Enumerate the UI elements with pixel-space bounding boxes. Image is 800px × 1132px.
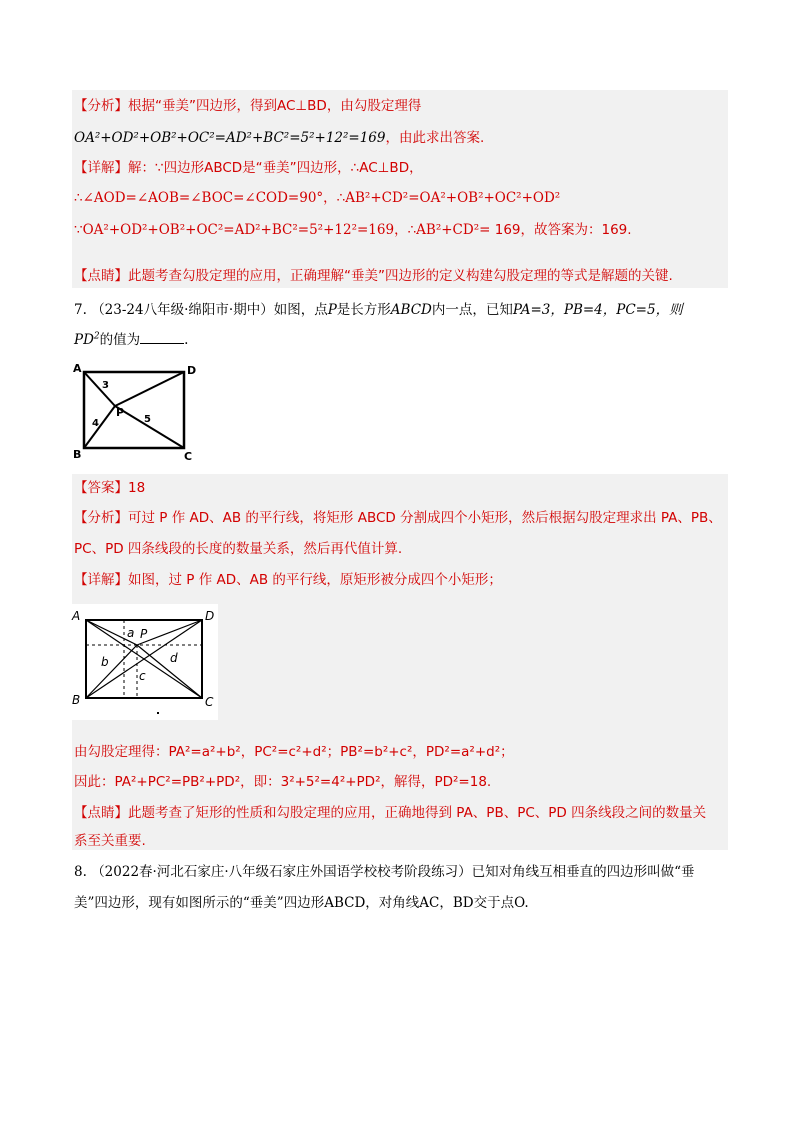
- fig1-label-p: P: [116, 406, 125, 419]
- q7-analysis-line2: [74, 539, 402, 559]
- analysis-equation: OA²+OD²+OB²+OC²=AD²+BC²=5²+12²=169: [74, 130, 386, 146]
- therefore-text: 因此：PA²+PC²=PB²+PD²，即：3²+5²=4²+PD²，解得，PD²=18.: [74, 774, 492, 790]
- q7-end: .: [184, 332, 189, 348]
- detail-text: 解：∵四边形ABCD是“垂美”四边形，∴AC⊥BD，: [128, 160, 423, 176]
- sum-therefore: ，∴AB²+CD²=: [394, 222, 491, 238]
- figure-rectangle-abcd: [72, 362, 202, 462]
- q7-pythagoras-line: [74, 742, 514, 762]
- fig2-label-b: B: [72, 693, 81, 707]
- q6-angle-line: [74, 188, 560, 208]
- figure-divided-rectangle: [70, 604, 218, 720]
- detail-text: 如图，过 P 作 AD、AB 的平行线，原矩形被分成四个小矩形；: [128, 572, 502, 588]
- q7-line2-text: 的值为: [99, 332, 141, 348]
- answer-value: 18: [128, 480, 146, 496]
- fig1-label-4: 4: [92, 418, 99, 429]
- comment-tag: 【点睛】: [74, 805, 128, 821]
- q8-text-2: 美”四边形，现有如图所示的“垂美”四边形ABCD，对角线AC，BD交于点O.: [74, 895, 529, 911]
- fig1-label-b: B: [73, 448, 82, 461]
- fig2-label-b-small: b: [101, 655, 109, 669]
- q7-comment-line1: [74, 803, 706, 823]
- fig1-label-c: C: [184, 450, 193, 462]
- angle-equation: ∴∠AOD=∠AOB=∠BOC=∠COD=90°，∴AB²+CD²=OA²+OB²+OC²+OD²: [74, 190, 561, 206]
- q6-analysis-equation-line: [74, 128, 484, 148]
- answer-blank: [140, 330, 184, 344]
- fig2-label-a: A: [72, 609, 81, 623]
- q7-conditions: PA=3，PB=4，PC=5，则: [512, 302, 683, 318]
- analysis-text-2: PC、PD 四条线段的长度的数量关系，然后再代值计算.: [74, 541, 403, 557]
- analysis-end: ，由此求出答案.: [385, 130, 485, 146]
- comment-tag: 【点睛】: [74, 268, 128, 284]
- fig2-label-p: P: [140, 627, 148, 641]
- sum-answer: 169，故答案为：169.: [494, 222, 632, 238]
- q8-text-1: （2022春·河北石家庄·八年级石家庄外国语学校校考阶段练习）已知对角线互相垂直的四边形叫做“垂: [91, 864, 695, 880]
- fig2-label-d-small: d: [170, 651, 178, 665]
- sum-equation: ∵OA²+OD²+OB²+OC²=AD²+BC²=5²+12²=169: [74, 222, 395, 238]
- fig1-label-5: 5: [144, 414, 151, 425]
- q6-comment-line: [74, 266, 673, 286]
- fig2-label-c-small: c: [139, 669, 146, 683]
- q8-line1: [74, 862, 695, 882]
- figure-dot: [157, 712, 159, 714]
- q7-answer-line: [74, 478, 145, 498]
- q7-analysis-line1: [74, 508, 722, 528]
- analysis-tag: 【分析】: [74, 98, 128, 114]
- q6-detail-line: [74, 158, 423, 178]
- q7-source: （23-24八年级·绵阳市·期中）如图，点: [91, 302, 328, 318]
- q7-number: 7.: [74, 302, 87, 318]
- pythagoras-text: 由勾股定理得：PA²=a²+b²，PC²=c²+d²；PB²=b²+c²，PD²=a²+d²；: [74, 744, 514, 760]
- q8-line2: [74, 893, 529, 913]
- q7-text-b: 内一点，已知: [431, 302, 513, 318]
- fig1-label-a: A: [73, 362, 82, 375]
- fig2-label-a-small: a: [127, 626, 135, 640]
- q8-number: 8.: [74, 864, 87, 880]
- fig2-label-d: D: [205, 609, 215, 623]
- q7-line1: 7. （23-24八年级·绵阳市·期中）如图，点P是长方形ABCD内一点，已知PA=3，PB=4，PC=5，则: [74, 302, 683, 318]
- q7-line2: $PD^2$的值为 .: [74, 331, 189, 348]
- q6-sum-line: [74, 220, 632, 240]
- analysis-text: 根据“垂美”四边形，得到AC⊥BD，由勾股定理得: [128, 98, 422, 114]
- detail-tag: 【详解】: [74, 160, 128, 176]
- fig2-label-c: C: [205, 695, 214, 709]
- analysis-tag: 【分析】: [74, 510, 128, 526]
- fig1-label-3: 3: [102, 380, 109, 391]
- comment-text-1: 此题考查了矩形的性质和勾股定理的应用，正确地得到 PA、PB、PC、PD 四条线段之间的数量关: [128, 805, 707, 821]
- analysis-text-1: 可过 P 作 AD、AB 的平行线，将矩形 ABCD 分割成四个小矩形，然后根据勾股定理求出 PA、PB、: [128, 510, 722, 526]
- answer-tag: 【答案】: [74, 480, 128, 496]
- detail-tag: 【详解】: [74, 572, 128, 588]
- q7-text-a: 是长方形: [336, 302, 391, 318]
- q7-comment-line2: [74, 831, 146, 851]
- q6-analysis-line: [74, 96, 421, 116]
- q7-detail-line: [74, 570, 502, 590]
- comment-text: 此题考查勾股定理的应用，正确理解“垂美”四边形的定义构建勾股定理的等式是解题的关键.: [128, 268, 673, 284]
- comment-text-2: 系至关重要.: [74, 833, 146, 849]
- q7-therefore-line: [74, 772, 491, 792]
- fig1-label-d: D: [187, 364, 197, 377]
